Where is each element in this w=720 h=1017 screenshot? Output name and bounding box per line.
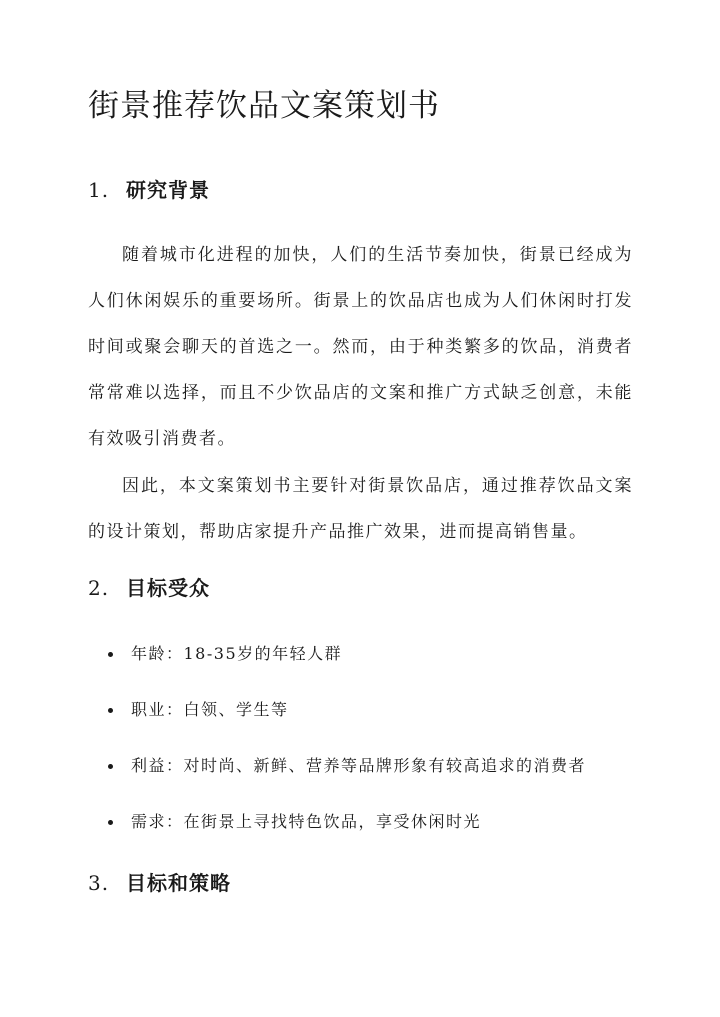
list-item-occupation (88, 688, 648, 744)
list-item-need (88, 800, 648, 856)
bullet-dot-icon (108, 820, 113, 825)
section-heading-research-background (88, 176, 210, 204)
audience-list (88, 632, 648, 856)
list-item-text: 利益：对时尚、新鲜、营养等品牌形象有较高追求的消费者 (131, 756, 587, 775)
list-item-text: 年龄：18-35岁的年轻人群 (131, 644, 343, 663)
paragraph-background-1: 随着城市化进程的加快，人们的生活节奏加快，街景已经成为人们休闲娱乐的重要场所。街景上的饮品店也成为人们休闲时打发时间或聚会聊天的首选之一。然而，由于种类繁多的饮品，消费者常常难以选择，而且不少饮品店的文案和推广方式缺乏创意，未能有效吸引消费者。 (88, 245, 633, 449)
section-heading-goals-strategy (88, 869, 231, 897)
section-title: 研究背景 (126, 178, 210, 202)
section-heading-target-audience (88, 574, 210, 602)
bullet-dot-icon (108, 708, 113, 713)
section-number: 3. (88, 871, 110, 895)
section-number: 2. (88, 576, 110, 600)
list-item-text: 职业：白领、学生等 (131, 700, 289, 719)
list-item-text: 需求：在街景上寻找特色饮品，享受休闲时光 (131, 812, 482, 831)
section-title: 目标和策略 (126, 871, 231, 895)
section-number: 1. (88, 178, 110, 202)
bullet-dot-icon (108, 652, 113, 657)
bullet-dot-icon (108, 764, 113, 769)
list-item-interest (88, 744, 648, 800)
list-item-age (88, 632, 648, 688)
paragraph-background-2: 因此，本文案策划书主要针对街景饮品店，通过推荐饮品文案的设计策划，帮助店家提升产品推广效果，进而提高销售量。 (88, 476, 633, 542)
document-title: 街景推荐饮品文案策划书 (88, 88, 440, 124)
section-title: 目标受众 (126, 576, 210, 600)
